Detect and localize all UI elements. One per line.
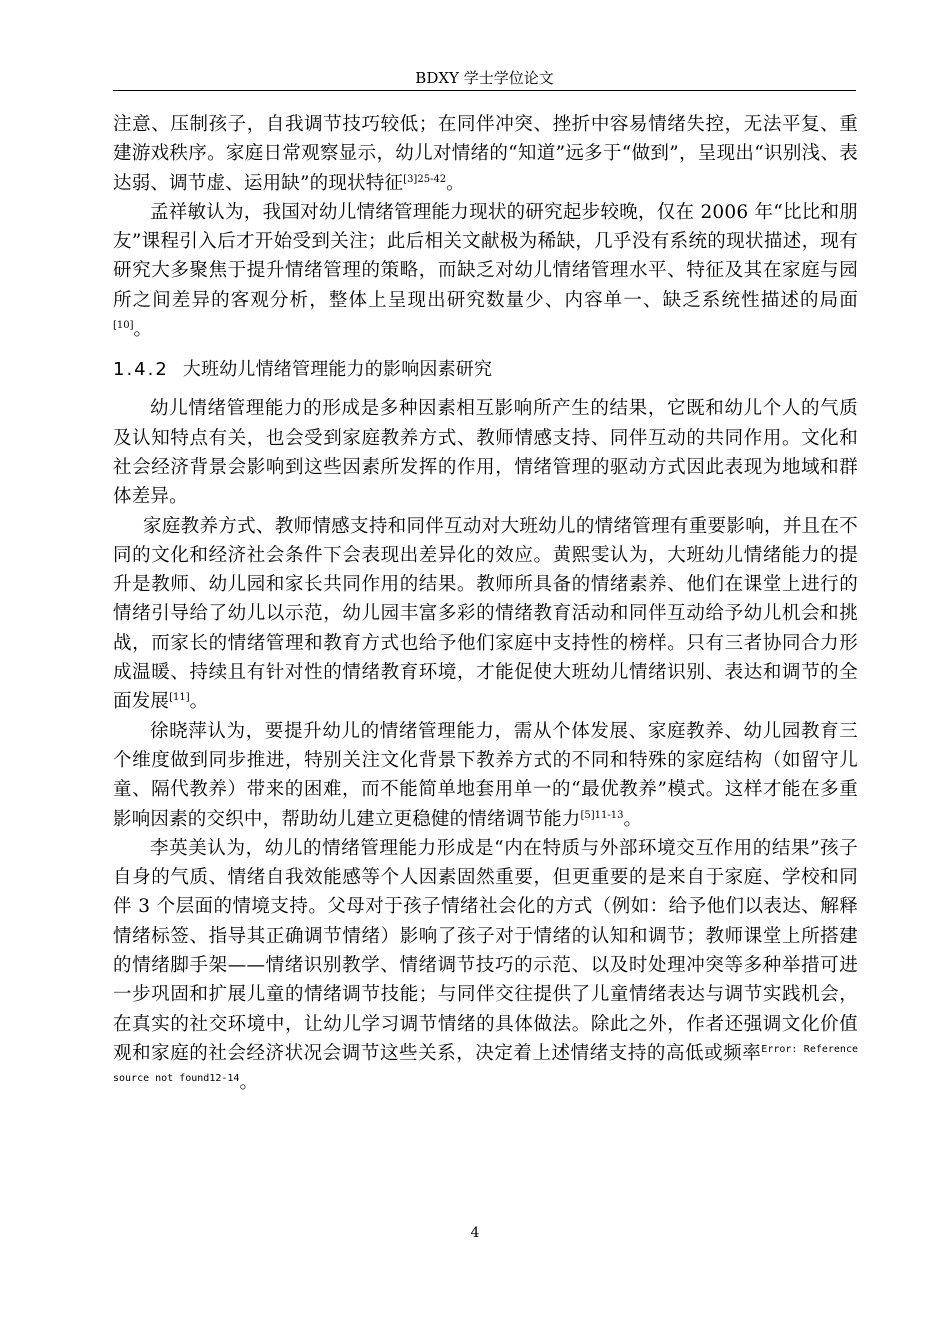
paragraph-text: 孟祥敏认为，我国对幼儿情绪管理能力现状的研究起步较晚，仅在 2006 年“比比和朋友”课程引入后才开始受到关注；此后相关文献极为稀缺，几乎没有系统的现状描述，现有研究大多聚焦于提升情绪管理的策略，而缺乏对幼儿情绪管理水平、特征及其在家庭与园所之间差异的客观分析，整体上呈现出研究数量少、内容单一、缺乏系统性描述的局面 [113, 201, 858, 311]
page-number: 4 [470, 1225, 480, 1241]
running-header: BDXY 学士学位论文 [113, 66, 856, 91]
paragraph-text: 家庭教养方式、教师情感支持和同伴互动对大班幼儿的情绪管理有重要影响，并且在不同的文化和经济社会条件下会表现出差异化的效应。黄熙雯认为，大班幼儿情绪能力的提升是教师、幼儿园和家长共同作用的结果。教师所具备的情绪素养、他们在课堂上进行的情绪引导给了幼儿以示范，幼儿园丰富多彩的情绪教育活动和同伴互动给予幼儿机会和挑战，而家长的情绪管理和教育方式也给予他们家庭中支持性的榜样。只有三者协同合力形成温暖、持续且有针对性的情绪教育环境，才能促使大班幼儿情绪识别、表达和调节的全面发展 [113, 515, 858, 713]
paragraph-end: 。 [189, 691, 209, 713]
citation: [5]11-13 [580, 809, 624, 821]
paragraph [113, 512, 858, 717]
section-title: 大班幼儿情绪管理能力的影响因素研究 [182, 359, 493, 381]
paragraph-end: 。 [446, 172, 465, 194]
body-text [113, 110, 858, 1098]
paragraph [113, 198, 858, 344]
section-number: 1.4.2 [113, 359, 169, 381]
citation-error: Error: Reference source not found12-14 [113, 1043, 858, 1085]
citation: [11] [169, 692, 190, 704]
section-heading [113, 358, 858, 382]
paragraph [113, 394, 858, 511]
citation: [3]25-42 [403, 173, 447, 185]
citation: [10] [113, 320, 134, 332]
paragraph [113, 834, 858, 1098]
paragraph [113, 110, 858, 198]
paragraph-end: 。 [239, 1072, 259, 1094]
paragraph-end: 。 [623, 808, 643, 830]
paragraph [113, 717, 858, 834]
paragraph-text: 李英美认为，幼儿的情绪管理能力形成是“内在特质与外部环境交互作用的结果”孩子自身的气质、情绪自我效能感等个人因素固然重要，但更重要的是来自于家庭、学校和同伴 3 个层面的情境支持。父母对于孩子情绪社会化的方式（例如：给予他们以表达、解释情绪标签、指导其正确调节情绪）影响了孩子对于情绪的认知和调节；教师课堂上所搭建的情绪脚手架——情绪识别教学、情绪调节技巧的示范、以及时处理冲突等多种举措可进一步巩固和扩展儿童的情绪调节技能；与同伴交往提供了儿童情绪表达与调节实践机会，在真实的社交环境中，让幼儿学习调节情绪的具体做法。除此之外，作者还强调文化价值观和家庭的社会经济状况会调节这些关系，决定着上述情绪支持的高低或频率 [113, 837, 858, 1064]
paragraph-text: 徐晓萍认为，要提升幼儿的情绪管理能力，需从个体发展、家庭教养、幼儿园教育三个维度做到同步推进，特别关注文化背景下教养方式的不同和特殊的家庭结构（如留守儿童、隔代教养）带来的困难，而不能简单地套用单一的“最优教养”模式。这样才能在多重影响因素的交织中，帮助幼儿建立更稳健的情绪调节能力 [113, 720, 858, 830]
paragraph-text: 幼儿情绪管理能力的形成是多种因素相互影响所产生的结果，它既和幼儿个人的气质及认知特点有关，也会受到家庭教养方式、教师情感支持、同伴互动的共同作用。文化和社会经济背景会影响到这些因素所发挥的作用，情绪管理的驱动方式因此表现为地域和群体差异。 [113, 398, 858, 508]
paragraph-text: 注意、压制孩子，自我调节技巧较低；在同伴冲突、挫折中容易情绪失控，无法平复、重建游戏秩序。家庭日常观察显示，幼儿对情绪的“知道”远多于“做到”，呈现出“识别浅、表达弱、调节虚、运用缺”的现状特征 [113, 114, 858, 194]
paragraph-end: 。 [133, 319, 153, 341]
